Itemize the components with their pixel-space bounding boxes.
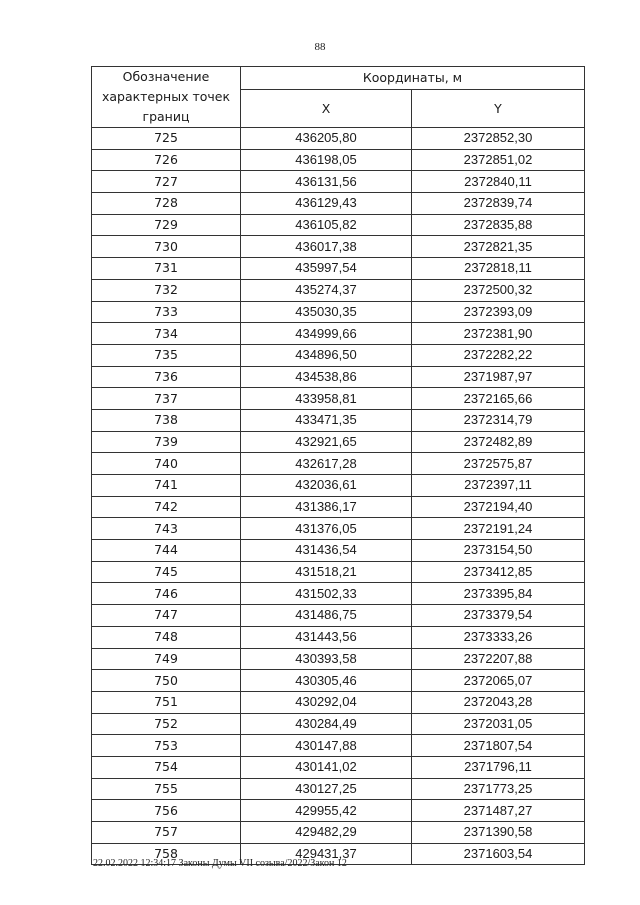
- point-number-cell: 749: [92, 648, 241, 670]
- point-number-cell: 725: [92, 128, 241, 150]
- x-coordinate-cell: 430393,58: [241, 648, 412, 670]
- table-row: [92, 778, 585, 800]
- point-number-cell: 756: [92, 800, 241, 822]
- point-number-cell: 736: [92, 366, 241, 388]
- table-row: [92, 171, 585, 193]
- x-coordinate-cell: 431386,17: [241, 496, 412, 518]
- x-coordinate-cell: 430292,04: [241, 691, 412, 713]
- y-coordinate-cell: 2372821,35: [412, 236, 585, 258]
- x-coordinate-cell: 432036,61: [241, 475, 412, 497]
- x-coordinate-cell: 430305,46: [241, 670, 412, 692]
- y-coordinate-cell: 2372381,90: [412, 323, 585, 345]
- y-coordinate-cell: 2373395,84: [412, 583, 585, 605]
- y-coordinate-cell: 2372835,88: [412, 214, 585, 236]
- table-body: [92, 128, 585, 865]
- point-number-cell: 754: [92, 756, 241, 778]
- point-number-cell: 739: [92, 431, 241, 453]
- y-coordinate-cell: 2372282,22: [412, 344, 585, 366]
- x-coordinate-cell: 431376,05: [241, 518, 412, 540]
- table-row: [92, 691, 585, 713]
- point-number-cell: 746: [92, 583, 241, 605]
- table-row: [92, 344, 585, 366]
- table-row: [92, 258, 585, 280]
- x-coordinate-cell: 432617,28: [241, 453, 412, 475]
- table-row: [92, 540, 585, 562]
- table-row: [92, 670, 585, 692]
- point-number-cell: 728: [92, 193, 241, 215]
- header-point-designation: Обозначение характерных точек границ: [92, 67, 241, 128]
- point-number-cell: 752: [92, 713, 241, 735]
- x-coordinate-cell: 430284,49: [241, 713, 412, 735]
- y-coordinate-cell: 2372818,11: [412, 258, 585, 280]
- table-row: [92, 149, 585, 171]
- y-coordinate-cell: 2372043,28: [412, 691, 585, 713]
- table-row: [92, 193, 585, 215]
- point-number-cell: 733: [92, 301, 241, 323]
- x-coordinate-cell: 431436,54: [241, 540, 412, 562]
- y-coordinate-cell: 2373379,54: [412, 605, 585, 627]
- table-row: [92, 128, 585, 150]
- x-coordinate-cell: 436205,80: [241, 128, 412, 150]
- point-number-cell: 751: [92, 691, 241, 713]
- y-coordinate-cell: 2372165,66: [412, 388, 585, 410]
- y-coordinate-cell: 2372207,88: [412, 648, 585, 670]
- y-coordinate-cell: 2372393,09: [412, 301, 585, 323]
- x-coordinate-cell: 433471,35: [241, 409, 412, 431]
- point-number-cell: 731: [92, 258, 241, 280]
- table-row: [92, 605, 585, 627]
- header-coordinates: Координаты, м: [241, 67, 585, 90]
- coordinates-table: [91, 66, 585, 865]
- page-number: 88: [314, 41, 326, 53]
- table-row: [92, 518, 585, 540]
- point-number-cell: 757: [92, 822, 241, 844]
- point-number-cell: 732: [92, 279, 241, 301]
- table-row: [92, 279, 585, 301]
- y-coordinate-cell: 2371987,97: [412, 366, 585, 388]
- y-coordinate-cell: 2372031,05: [412, 713, 585, 735]
- y-coordinate-cell: 2371487,27: [412, 800, 585, 822]
- header-x: X: [241, 90, 412, 128]
- x-coordinate-cell: 430147,88: [241, 735, 412, 757]
- x-coordinate-cell: 436131,56: [241, 171, 412, 193]
- y-coordinate-cell: 2371773,25: [412, 778, 585, 800]
- x-coordinate-cell: 431502,33: [241, 583, 412, 605]
- y-coordinate-cell: 2372314,79: [412, 409, 585, 431]
- table-row: [92, 366, 585, 388]
- table-row: [92, 214, 585, 236]
- y-coordinate-cell: 2373154,50: [412, 540, 585, 562]
- point-number-cell: 735: [92, 344, 241, 366]
- y-coordinate-cell: 2371796,11: [412, 756, 585, 778]
- y-coordinate-cell: 2372500,32: [412, 279, 585, 301]
- x-coordinate-cell: 436198,05: [241, 149, 412, 171]
- table-row: [92, 626, 585, 648]
- table-row: [92, 713, 585, 735]
- y-coordinate-cell: 2371603,54: [412, 843, 585, 865]
- x-coordinate-cell: 429955,42: [241, 800, 412, 822]
- point-number-cell: 740: [92, 453, 241, 475]
- x-coordinate-cell: 431486,75: [241, 605, 412, 627]
- y-coordinate-cell: 2372575,87: [412, 453, 585, 475]
- x-coordinate-cell: 429431,37: [241, 843, 412, 865]
- point-number-cell: 744: [92, 540, 241, 562]
- table-row: [92, 301, 585, 323]
- point-number-cell: 741: [92, 475, 241, 497]
- table-row: [92, 323, 585, 345]
- y-coordinate-cell: 2372851,02: [412, 149, 585, 171]
- y-coordinate-cell: 2373333,26: [412, 626, 585, 648]
- y-coordinate-cell: 2372840,11: [412, 171, 585, 193]
- point-number-cell: 734: [92, 323, 241, 345]
- point-number-cell: 727: [92, 171, 241, 193]
- x-coordinate-cell: 436129,43: [241, 193, 412, 215]
- table-row: [92, 388, 585, 410]
- header-y: Y: [412, 90, 585, 128]
- y-coordinate-cell: 2372065,07: [412, 670, 585, 692]
- point-number-cell: 755: [92, 778, 241, 800]
- y-coordinate-cell: 2372482,89: [412, 431, 585, 453]
- point-number-cell: 758: [92, 843, 241, 865]
- y-coordinate-cell: 2372852,30: [412, 128, 585, 150]
- y-coordinate-cell: 2372839,74: [412, 193, 585, 215]
- table-row: [92, 475, 585, 497]
- x-coordinate-cell: 429482,29: [241, 822, 412, 844]
- table-header: [92, 67, 585, 128]
- table-row: [92, 496, 585, 518]
- y-coordinate-cell: 2371390,58: [412, 822, 585, 844]
- x-coordinate-cell: 431518,21: [241, 561, 412, 583]
- point-number-cell: 750: [92, 670, 241, 692]
- x-coordinate-cell: 433958,81: [241, 388, 412, 410]
- x-coordinate-cell: 435030,35: [241, 301, 412, 323]
- y-coordinate-cell: 2371807,54: [412, 735, 585, 757]
- y-coordinate-cell: 2372397,11: [412, 475, 585, 497]
- table-row: [92, 735, 585, 757]
- x-coordinate-cell: 434538,86: [241, 366, 412, 388]
- y-coordinate-cell: 2372194,40: [412, 496, 585, 518]
- x-coordinate-cell: 431443,56: [241, 626, 412, 648]
- point-number-cell: 743: [92, 518, 241, 540]
- x-coordinate-cell: 434999,66: [241, 323, 412, 345]
- table-row: [92, 236, 585, 258]
- table-row: [92, 756, 585, 778]
- table-row: [92, 561, 585, 583]
- point-number-cell: 745: [92, 561, 241, 583]
- y-coordinate-cell: 2373412,85: [412, 561, 585, 583]
- x-coordinate-cell: 435997,54: [241, 258, 412, 280]
- x-coordinate-cell: 430141,02: [241, 756, 412, 778]
- point-number-cell: 737: [92, 388, 241, 410]
- x-coordinate-cell: 434896,50: [241, 344, 412, 366]
- table-row: [92, 583, 585, 605]
- x-coordinate-cell: 430127,25: [241, 778, 412, 800]
- point-number-cell: 748: [92, 626, 241, 648]
- point-number-cell: 729: [92, 214, 241, 236]
- y-coordinate-cell: 2372191,24: [412, 518, 585, 540]
- footer-stamp: 22.02.2022 12:34:17 Законы Думы VII созыва/2022/Закон 12: [93, 858, 347, 869]
- x-coordinate-cell: 436105,82: [241, 214, 412, 236]
- table-row: [92, 800, 585, 822]
- point-number-cell: 747: [92, 605, 241, 627]
- x-coordinate-cell: 436017,38: [241, 236, 412, 258]
- table-row: [92, 453, 585, 475]
- table-row: [92, 822, 585, 844]
- x-coordinate-cell: 435274,37: [241, 279, 412, 301]
- point-number-cell: 742: [92, 496, 241, 518]
- point-number-cell: 753: [92, 735, 241, 757]
- table-row: [92, 648, 585, 670]
- header-row-top: [92, 67, 585, 90]
- x-coordinate-cell: 432921,65: [241, 431, 412, 453]
- point-number-cell: 738: [92, 409, 241, 431]
- point-number-cell: 726: [92, 149, 241, 171]
- table-row: [92, 409, 585, 431]
- table-row: [92, 431, 585, 453]
- point-number-cell: 730: [92, 236, 241, 258]
